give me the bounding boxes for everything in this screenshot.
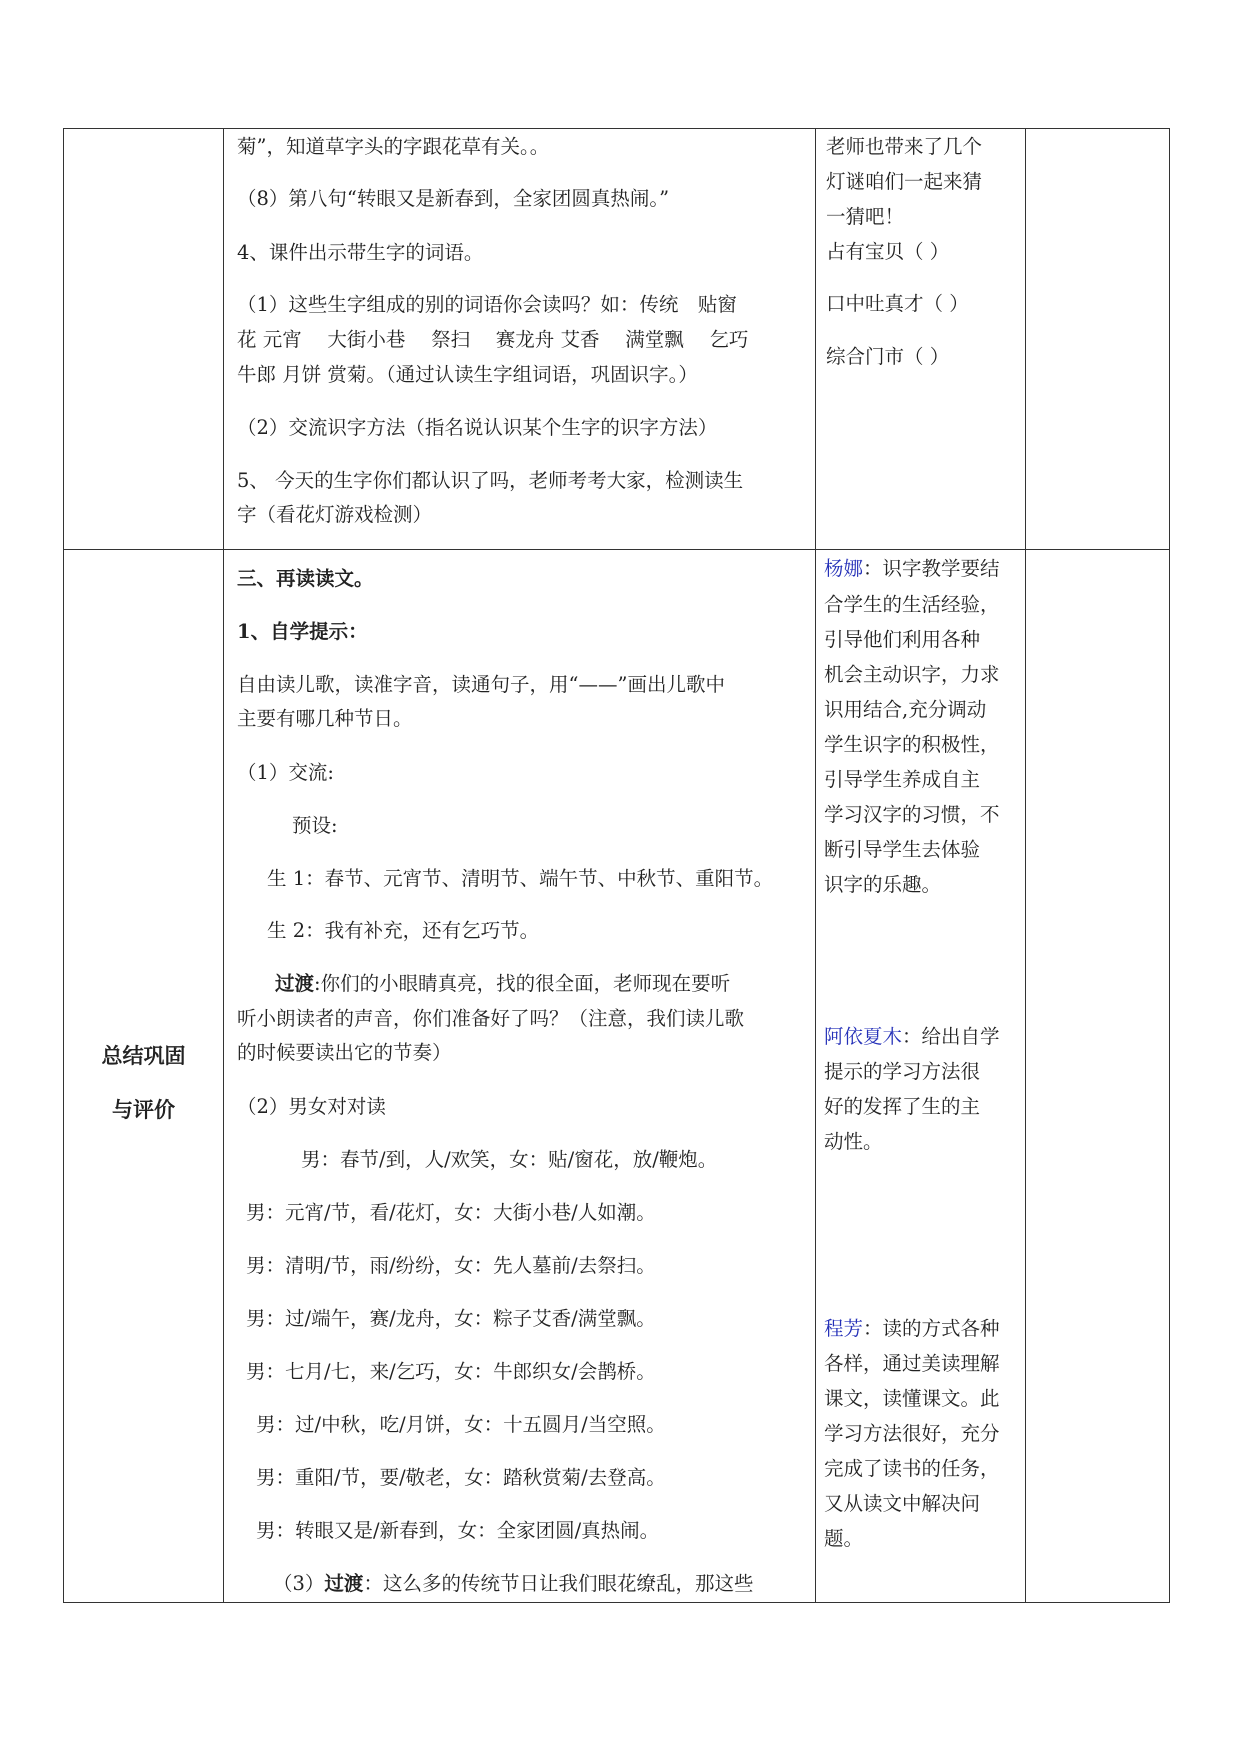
recite-line: 男：清明/节，雨/纷纷，女：先人墓前/去祭扫。 (246, 1254, 656, 1277)
main-line: （2）男女对对读 (237, 1095, 386, 1118)
comment-line: 机会主动识字，力求 (824, 663, 1000, 686)
comment-line (824, 551, 1000, 587)
comment-line: 识用结合,充分调动 (824, 698, 987, 721)
comment-line: 学习方法很好，充分 (824, 1422, 1000, 1445)
comment-line: 引导他们利用各种 (824, 628, 981, 651)
comment-line (824, 1019, 1000, 1055)
comment-line: 又从读文中解决问 (824, 1492, 981, 1515)
step-prefix: （3） (273, 1572, 325, 1595)
main-line: （8）第八句“转眼又是新春到，全家团圆真热闹。” (237, 187, 670, 210)
recite-line: 男：转眼又是/新春到，女：全家团圆/真热闹。 (256, 1519, 660, 1542)
main-line: 字（看花灯游戏检测） (237, 503, 433, 526)
main-line (275, 966, 730, 1002)
comment-line: 学习汉字的习惯，不 (824, 803, 1000, 826)
comment-line: 各样，通过美读理解 (824, 1352, 1000, 1375)
comment-line: 动性。 (824, 1130, 883, 1153)
recite-line: 男：过/端午，赛/龙舟，女：粽子艾香/满堂飘。 (246, 1307, 656, 1330)
main-line: （1）交流: (237, 761, 334, 784)
side-line: 灯谜咱们一起来猜 (826, 170, 983, 193)
recite-line: 男：元宵/节，看/花灯，女：大街小巷/人如潮。 (246, 1201, 656, 1224)
side-line: 占有宝贝（ ） (826, 240, 950, 263)
transition-text: :你们的小眼睛真亮，找的很全面，老师现在要听 (314, 972, 731, 995)
main-line: （1）这些生字组成的别的词语你会读吗？如：传统 贴窗 (237, 293, 737, 316)
main-line: 自由读儿歌，读准字音，读通句子，用“——”画出儿歌中 (237, 673, 725, 696)
main-line: （2）交流识字方法（指名说认识某个生字的识字方法） (237, 416, 718, 439)
main-line: 牛郎 月饼 赏菊。（通过认读生字组词语，巩固识字。） (237, 363, 698, 386)
section-heading: 三、再读读文。 (237, 567, 374, 590)
comment-line: 合学生的生活经验， (824, 593, 1000, 616)
main-line: 菊”，知道草字头的字跟花草有关。。 (237, 135, 550, 158)
comment-line: 断引导学生去体验 (824, 838, 981, 861)
comment-line: 好的发挥了生的主 (824, 1095, 981, 1118)
side-line: 一猜吧！ (826, 205, 905, 228)
main-line: 的时候要读出它的节奏） (237, 1041, 452, 1064)
section-label: 总结巩固 (101, 1043, 186, 1068)
lesson-plan-table (63, 128, 1170, 1603)
main-line: 生 1：春节、元宵节、清明节、端午节、中秋节、重阳节。 (267, 867, 774, 890)
section-label: 与评价 (112, 1097, 175, 1122)
comment-text: ：读的方式各种 (863, 1317, 1000, 1340)
main-line: 5、 今天的生字你们都认识了吗，老师考考大家，检测读生 (237, 469, 744, 492)
commenter-name: 程芳 (824, 1317, 864, 1340)
recite-line: 男：过/中秋，吃/月饼，女：十五圆月/当空照。 (256, 1413, 666, 1436)
transition-text: ：这么多的传统节日让我们眼花缭乱，那这些 (363, 1572, 754, 1595)
side-line: 口中吐真才（ ） (826, 292, 969, 315)
commenter-name: 杨娜 (824, 557, 864, 580)
comment-line: 完成了读书的任务， (824, 1457, 1000, 1480)
side-line: 老师也带来了几个 (826, 135, 983, 158)
recite-line: 男：七月/七，来/乞巧，女：牛郎织女/会鹊桥。 (246, 1360, 656, 1383)
main-line: 4、课件出示带生字的词语。 (237, 241, 484, 264)
comment-line: 课文，读懂课文。此 (824, 1387, 1000, 1410)
column-divider (223, 129, 224, 1602)
row-divider (64, 549, 1169, 550)
comment-line: 引导学生养成自主 (824, 768, 981, 791)
comment-line: 识字的乐趣。 (824, 873, 942, 896)
main-line: 预设: (292, 814, 338, 837)
section-subheading: 1、自学提示： (237, 620, 368, 643)
comment-text: ：给出自学 (902, 1025, 1000, 1048)
main-line: 花 元宵 大街小巷 祭扫 赛龙舟 艾香 满堂飘 乞巧 (237, 328, 749, 351)
main-line (273, 1566, 753, 1602)
recite-line: 男：重阳/节，要/敬老，女：踏秋赏菊/去登高。 (256, 1466, 666, 1489)
transition-label: 过渡 (275, 972, 315, 995)
column-divider (815, 129, 816, 1602)
comment-line: 提示的学习方法很 (824, 1060, 981, 1083)
comment-line: 学生识字的积极性， (824, 733, 1000, 756)
main-line: 主要有哪几种节日。 (237, 707, 413, 730)
transition-label: 过渡 (324, 1572, 364, 1595)
column-divider (1025, 129, 1026, 1602)
main-line: 生 2：我有补充，还有乞巧节。 (267, 919, 540, 942)
side-line: 综合门市（ ） (826, 345, 950, 368)
comment-line: 题。 (824, 1527, 864, 1550)
commenter-name: 阿依夏木 (824, 1025, 903, 1048)
comment-text: ：识字教学要结 (863, 557, 1000, 580)
main-line: 听小朗读者的声音，你们准备好了吗？（注意，我们读儿歌 (237, 1007, 745, 1030)
recite-line: 男：春节/到，人/欢笑，女：贴/窗花，放/鞭炮。 (301, 1148, 718, 1171)
comment-line (824, 1311, 1000, 1347)
